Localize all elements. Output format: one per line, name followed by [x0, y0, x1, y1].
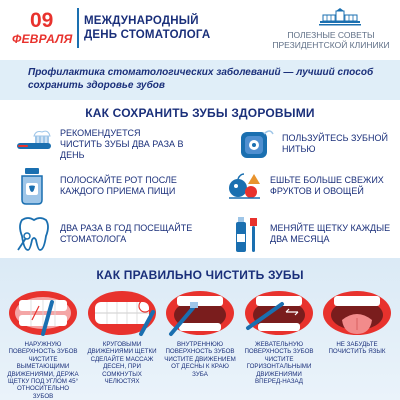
- date-month: ФЕВРАЛЯ: [12, 32, 73, 46]
- tip-floss: [236, 124, 396, 164]
- mouth-closed-brushing-icon: [85, 288, 159, 338]
- toothpaste-brush-icon: [224, 214, 264, 254]
- dental-floss-icon: [236, 124, 276, 164]
- tip-text: ЕШЬТЕ БОЛЬШЕ СВЕЖИХ ФРУКТОВ И ОВОЩЕЙ: [270, 175, 384, 196]
- fruits-vegetables-icon: [224, 166, 264, 206]
- tip-text: ДВА РАЗА В ГОД ПОСЕЩАЙТЕ СТОМАТОЛОГА: [60, 223, 193, 244]
- brushing-step-inner: [163, 288, 237, 378]
- brushing-guide: [0, 258, 400, 400]
- intro-banner: [0, 60, 400, 100]
- tip-replace-brush: [224, 214, 396, 254]
- tip-text: ПОЛЬЗУЙТЕСЬ ЗУБНОЙ НИТЬЮ: [282, 133, 388, 154]
- toothbrush-icon: [14, 124, 54, 164]
- page-title-line2: ДЕНЬ СТОМАТОЛОГА: [84, 29, 211, 41]
- mouthwash-icon: [14, 166, 54, 206]
- mouth-inner-brushing-icon: [163, 288, 237, 338]
- section-title-brushing: КАК ПРАВИЛЬНО ЧИСТИТЬ ЗУБЫ: [96, 268, 304, 282]
- clinic-caption-line2: ПРЕЗИДЕНТСКОЙ КЛИНИКИ: [272, 40, 390, 50]
- tip-brush-twice: [14, 124, 184, 164]
- tip-fruits: [224, 166, 396, 206]
- clinic-caption-line1: ПОЛЕЗНЫЕ СОВЕТЫ: [287, 30, 375, 40]
- tip-text: ПОЛОСКАЙТЕ РОТ ПОСЛЕ КАЖДОГО ПРИЕМА ПИЩИ: [60, 175, 177, 196]
- tip-text: РЕКОМЕНДУЕТСЯ ЧИСТИТЬ ЗУБЫ ДВА РАЗА В ДЕНЬ: [60, 127, 184, 160]
- brushing-step-tongue: [320, 288, 394, 356]
- date-number: 09: [30, 9, 54, 32]
- tip-dentist: [14, 214, 194, 254]
- header: [0, 0, 400, 60]
- section-title-healthy-teeth: КАК СОХРАНИТЬ ЗУБЫ ЗДОРОВЫМИ: [85, 106, 315, 120]
- brushing-step-circular: [85, 288, 159, 385]
- mouth-outer-brushing-icon: [6, 288, 80, 338]
- dental-checkup-icon: [14, 214, 54, 254]
- header-divider: [77, 8, 79, 48]
- step-text: НАРУЖНУЮ ПОВЕРХНОСТЬ ЗУБОВ ЧИСТИТЕ ВЫМЕТАЮЩИМИ ДВИЖЕНИЯМИ, ДЕРЖА ЩЕТКУ ПОД УГЛОМ 45° ОТНОСИТЕЛЬНО ЗУБОВ: [7, 341, 79, 400]
- mouth-chewing-brushing-icon: [242, 288, 316, 338]
- mouth-tongue-icon: [320, 288, 394, 338]
- brushing-step-chewing: [242, 288, 316, 385]
- brushing-step-outer: [6, 288, 80, 400]
- clinic-building-icon: [318, 7, 362, 27]
- step-text: ВНУТРЕННЮЮ ПОВЕРХНОСТЬ ЗУБОВ ЧИСТИТЕ ДВИЖЕНИЕМ ОТ ДЕСНЫ К КРАЮ ЗУБА: [164, 341, 236, 378]
- step-text: НЕ ЗАБУДЬТЕ ПОЧИСТИТЬ ЯЗЫК: [328, 341, 386, 356]
- page-title-line1: МЕЖДУНАРОДНЫЙ: [84, 15, 199, 27]
- step-text: КРУГОВЫМИ ДВИЖЕНИЯМИ ЩЕТКИ СДЕЛАЙТЕ МАССАЖ ДЕСЕН, ПРИ СОМКНУТЫХ ЧЕЛЮСТЯХ: [87, 341, 157, 386]
- tip-rinse: [14, 166, 194, 206]
- intro-text: Профилактика стоматологических заболеваний — лучший способ сохранить здоровье зубов: [28, 67, 374, 91]
- step-text: ЖЕВАТЕЛЬНУЮ ПОВЕРХНОСТЬ ЗУБОВ ЧИСТИТЕ ГОРИЗОНТАЛЬНЫМИ ДВИЖЕНИЯМИ ВПЕРЕД-НАЗАД: [244, 341, 314, 386]
- clinic-caption: [262, 30, 400, 50]
- tip-text: МЕНЯЙТЕ ЩЕТКУ КАЖДЫЕ ДВА МЕСЯЦА: [270, 223, 391, 244]
- page-title: [84, 14, 210, 42]
